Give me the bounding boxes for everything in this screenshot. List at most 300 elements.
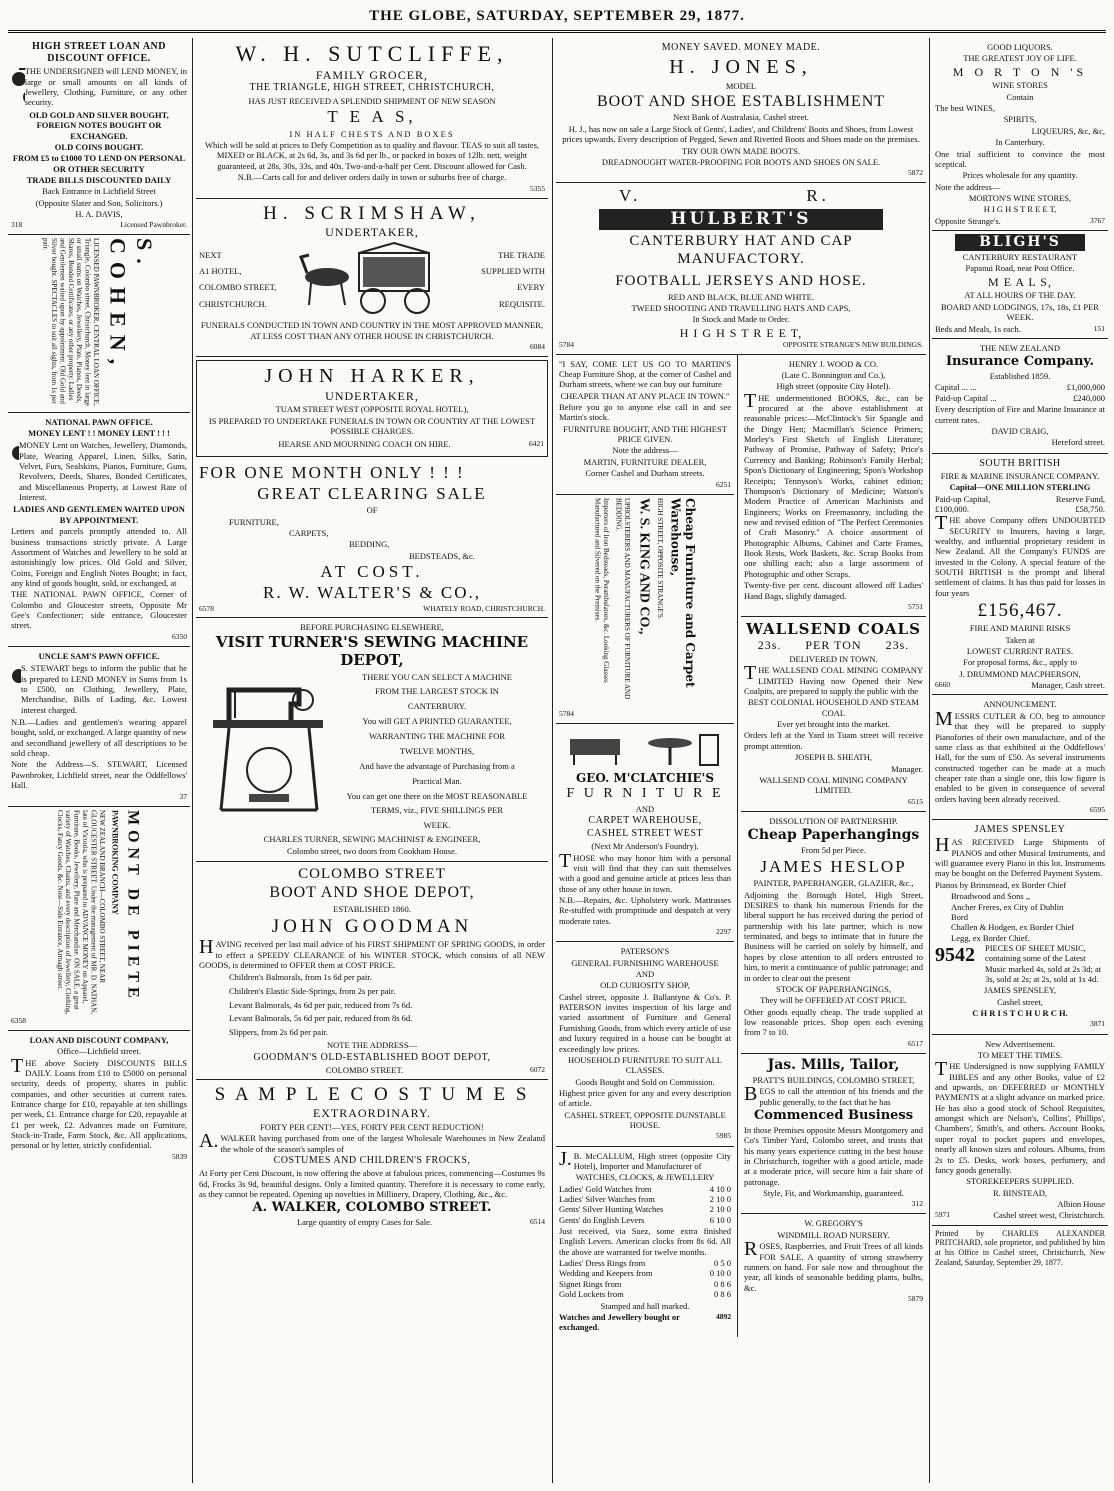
ad-line: OF [366,505,378,516]
ad-address: Albion House [1057,1199,1105,1209]
ad-subtitle: CANTERBURY RESTAURANT [962,252,1078,263]
ad-number: 3871 [1090,1019,1105,1029]
ad-line: Stamped and hall marked. [600,1300,690,1311]
ad-line: NOTE THE ADDRESS— [326,1040,418,1051]
ad-line: REQUISITE. [498,298,545,309]
ad-turner [196,618,548,862]
list-item: Legg, ex Border Chief. [951,932,1030,943]
ad-number: 5872 [908,168,923,178]
ad-address: CASHEL STREET WEST [586,828,704,840]
masthead-rule [8,30,1106,33]
ad-line: N.B.—Carts call for and deliver orders daily in town or suburbs free of charge. [237,172,507,183]
price-label: Paid-up Capital ... [935,392,997,403]
imprint: Printed by CHARLES ALEXANDER PRITCHARD, sole proprietor, and published by him at his Office in Cashel street, Christchurch, New Zealand, Saturday, September 29, 1877. [935,1228,1105,1267]
ad-number: 6251 [716,479,731,489]
ad-address: H I G H S T R E E T, [983,204,1057,215]
ad-line: NEXT [199,250,222,261]
price-value: £58,750. [1075,503,1105,514]
ad-body: Adjoining the Borough Hotel, High Street, DESIRES to thank his numerous Friends for the liberal support he has received during the period of partnership with his late partner, which is now terminated, and begs to intimate that in future the Business will be carried on solely by himself, and hopes by close attention to all orders entrusted to him, to merit a continuance of public patronage; and in order to clear out the present [744,889,923,983]
price-value: 6 10 0 [709,1214,731,1225]
price-value: 2 10 0 [709,1204,731,1215]
ad-address: H I G H S T R E E T, [679,325,803,340]
ad-line: Prices wholesale for any quantity. [962,170,1078,181]
list-item: Challen & Hodgen, ex Border Chief [951,922,1075,933]
ad-title: S A M P L E C O S T U M E S [214,1084,530,1106]
ad-body: Cashel street, opposite J. Ballantyne & Co's. P. PATERSON invites inspection of his large and varied assortment of Furniture and General Furnishing Goods, from which every article of use and luxury required in a house can be bought at exceedingly low prices. [559,991,731,1054]
ad-address: MORTON'S WINE STORES, [968,192,1072,203]
ad-address: Papanui Road, near Post Office. [965,263,1075,274]
ad-number: 318 [11,220,23,230]
ad-wallsend [741,617,926,812]
ad-line: BEDSTEADS, &c. [409,550,475,561]
price-value: 4 10 0 [709,1183,731,1194]
ad-line: Established 1859. [989,371,1051,382]
ad-line: They will be OFFERED AT COST PRICE. [760,995,907,1006]
ad-number: 6358 [11,1015,26,1025]
ad-line: Manager, Cash street. [1031,680,1105,691]
ad-subtitle: GENERAL FURNISHING WAREHOUSE [571,957,719,968]
ad-headline: FOOTBALL JERSEYS AND HOSE. [615,273,867,290]
ad-headline: T E A S, [327,107,417,126]
ad-address: C H R I S T C H U R C H. [972,1008,1068,1019]
masthead: THE GLOBE, SATURDAY, SEPTEMBER 29, 1877. [369,8,745,24]
ad-line: COLOMBO STREET, [199,282,277,293]
ad-number: 5839 [172,1151,187,1161]
ad-body: THE UNDERSIGNED will LEND MONEY, in large or small amounts on all kinds of Jewellery, Clothing, Furniture, or any other security. [24,66,187,108]
ad-line: THE GREATEST JOY OF LIFE. [963,53,1077,64]
ad-body: J.B. McCALLUM, High street (opposite City Hotel), Importer and Manufacturer of [559,1147,731,1171]
ad-body: S. STEWART begs to inform the public that he is prepared to LEND MONEY in Sums from 1s to £500, on Clothing, Jewellery, Plate, Merchandise, Bills of Lading, &c. Lowest interest charged. [21,663,187,715]
ad-line: V. R. [619,186,830,206]
ad-line: FIRE AND MARINE RISKS [969,623,1071,634]
ad-mills [741,1054,926,1215]
list-item: Broadwood and Sons ,, [951,891,1031,902]
ad-number: 5751 [908,601,923,611]
ad-headline: £156,467. [977,600,1063,622]
ad-number: 6660 [935,680,950,690]
ad-line: TRY OUR OWN MADE BOOTS. [682,145,800,156]
ad-line: TRADE BILLS DISCOUNTED DAILY [26,174,172,185]
price-label: Capital ... ... [935,382,977,393]
ad-wood [741,355,926,617]
ad-title: BLIGH'S [955,234,1085,251]
ad-title: S. COHEN, [105,237,157,372]
ad-body: THOSE who may honor him with a personal visit will find that they can suit themselves with a good and genuine article at prices less than those of any other house in town. [559,849,731,894]
ad-title: NATIONAL PAWN OFFICE. [45,416,153,427]
price-label: Signet Rings from [559,1278,622,1289]
ad-body: BEGS to call the attention of his friends and the public generally, to the fact that he has [744,1083,923,1107]
ad-line: Manager. [891,763,923,774]
ad-address: WHATELY ROAD, CHRISTCHURCH. [423,603,545,613]
ad-title: W. S. KING AND CO., [636,497,652,635]
ad-line: AND [635,803,655,814]
ad-line: OLD CURIOSITY SHOP, [600,980,690,991]
ad-walters [196,460,548,618]
ad-line: Beds and Meals, 1s each. [935,323,1021,334]
ad-line: GOOD LIQUORS. [987,42,1053,52]
ad-number: 5985 [716,1131,731,1141]
ad-line: CHRISTCHURCH. [199,298,267,309]
ad-signature: DAVID CRAIG, [991,425,1049,436]
ad-line: (Opposite Slater and Son, Solicitors.) [35,197,163,208]
ad-body: IS PREPARED TO UNDERTAKE FUNERALS IN TOWN OR COUNTRY AT THE LOWEST POSSIBLE CHARGES. [208,415,536,437]
ad-line: Contain [1006,91,1034,102]
ad-line: FROM THE LARGEST STOCK IN [375,686,499,697]
ad-signature: CHARLES TURNER, SEWING MACHINIST & ENGINEER, [263,834,481,845]
ad-headline: BOOT AND SHOE ESTABLISHMENT [596,92,886,110]
ad-sutcliffe [196,38,548,199]
ad-subtitle: FAMILY GROCER, [315,67,429,82]
ad-line: BOARD AND LODGINGS, 17s, 18s, £1 PER WEEK. [941,301,1099,323]
ad-number: 6515 [908,796,923,806]
ad-headline: 9542 [935,943,975,966]
ad-title: HULBERT'S [599,209,883,230]
ad-address: OPPOSITE STRANGE'S NEW BUILDINGS. [783,340,923,350]
list-item: Slippers, from 2s 6d per pair. [229,1026,328,1037]
price-value: £1,000,000 [1066,382,1105,393]
ad-line: AT ALL HOURS OF THE DAY. [964,290,1076,301]
ad-headline: FOR ONE MONTH ONLY ! ! ! [199,462,465,482]
ad-line: New Advertisement. [985,1038,1055,1049]
ad-line: BEDDING, [349,539,390,550]
pawnbroker-balls-icon [11,662,21,702]
ad-address: (Next Mr Anderson's Foundry). [591,841,699,852]
ad-headline: JAMES HESLOP [760,856,907,876]
ad-uncle-sam [8,647,190,807]
ad-mclatchie [556,724,734,942]
ad-number: 6084 [530,342,545,352]
ad-line: In Stock and Made to Order. [692,314,790,325]
ad-headline: Cheap Furniture and Carpet Warehouse, [668,497,697,688]
column-divider [929,38,930,1483]
ad-line: MODEL [725,80,757,91]
price-value: £100,000. [935,503,969,514]
furniture-illustration [560,729,730,769]
price-value: 0 5 0 [714,1258,731,1269]
ad-signature: MARTIN, FURNITURE DEALER, [583,456,707,467]
ad-number: 6517 [908,1038,923,1048]
ad-subtitle: WINE STORES [992,80,1048,91]
ad-line: Watches and Jewellery bought or exchanged. [559,1311,680,1333]
ad-line: BEST COLONIAL HOUSEHOLD AND STEAM COAL [748,697,919,718]
ad-line: WARRANTING THE MACHINE FOR [368,731,506,742]
list-item: Children's Elastic Side-Springs, from 2s per pair. [229,985,396,996]
ad-line: IN HALF CHESTS AND BOXES [289,128,455,139]
ad-line: From 5d per Piece. [801,845,866,856]
ad-number: 5784 [559,708,574,718]
ad-title: H. SCRIMSHAW, [263,202,481,224]
ad-title: Insurance Company. [945,354,1095,370]
ad-subtitle: FIRE & MARINE INSURANCE COMPANY. [940,470,1100,481]
column-divider [552,38,553,1483]
ad-line: PAINTER, PAPERHANGER, GLAZIER, &c., [753,878,914,889]
ad-line: LOWEST CURRENT RATES. [966,646,1074,656]
ad-address: Corner Cashel and Durham streets. [585,468,705,479]
ad-title: Jas. Mills, Tailor, [767,1056,900,1073]
price-label: Gold Lockets from [559,1289,624,1300]
ad-body: In those Premises opposite Messrs Montgomery and Co's Timber Yard, Colombo street, and trusts that his many years experience cutting in the best house in Christchurch, together with a good article, made at a moderate price, will secure him a fair share of patronage. [744,1124,923,1187]
ad-number: 6595 [1090,805,1105,815]
ad-morton [932,38,1108,231]
price-label: Gents' Silver Hunting Watches [559,1204,664,1215]
ad-signature: H. A. DAVIS, [75,209,123,220]
ad-number: 6350 [172,631,187,641]
ad-gregory [741,1214,926,1308]
ad-subtitle: Office—Lichfield street. [57,1046,141,1057]
ad-address: HIGH STREET, OPPOSITE STRANGE'S. [655,497,664,620]
price-label: Gents' do English Levers [559,1214,645,1225]
ad-line: THE TRADE [498,250,545,261]
ad-title: GEO. M'CLATCHIE'S [575,770,715,785]
ad-address: Next Bank of Australasia, Cashel street. [673,112,809,123]
pawnbroker-balls-icon [11,439,19,479]
ad-number: 151 [1093,323,1105,333]
pawnbroker-balls-icon [11,65,25,107]
ad-line: Taken at [1005,634,1035,645]
ad-number: 6421 [529,439,544,449]
price-value: £240,000 [1073,392,1105,403]
ad-line: BEFORE PURCHASING ELSEWHERE, [300,621,444,632]
ad-line: And have the advantage of Purchasing from a [359,760,515,771]
column-3-lower [556,355,926,1337]
ad-body: ROSES, Raspberries, and Fruit Trees of all kinds FOR SALE. A quantity of strong strawberry runners on hand. For sale now and throughout the year, all kinds of seasonable bedding plants, bulbs, &c. [744,1238,923,1293]
ad-line: CARPETS, [289,527,329,538]
ad-body: At Forty per Cent Discount, is now offering the above at fabulous prices, commencing—Costumes 9s 6d, Frocks 3s 9d, beautiful designs. Only a limited quantity. Therefore it is necessary to come early, as they cannot be repeated. Opening up novelties in Millinery, Drapery, Clothing, &c., &c. [199,1168,545,1200]
ad-line: HAS JUST RECEIVED A SPLENDID SHIPMENT OF NEW SEASON [248,95,496,106]
ad-address: PRATT'S BUILDINGS, COLOMBO STREET, [752,1074,915,1085]
ad-line: Large quantity of empty Cases for Sale. [296,1217,433,1228]
ad-line: TERMS, viz., FIVE SHILLINGS PER [371,805,503,816]
ad-line: CANTERBURY. [407,701,467,712]
ad-title: M O R T O N 'S [952,64,1088,79]
ad-line: You will GET A PRINTED GUARANTEE, [362,716,512,727]
ad-line: THERE YOU CAN SELECT A MACHINE [362,671,512,682]
ad-address: GOODMAN'S OLD-ESTABLISHED BOOT DEPOT, [253,1051,491,1063]
ad-headline: CANTERBURY HAT AND CAP [629,232,853,249]
ad-title: ANNOUNCEMENT. [983,699,1057,710]
price-label: Reserve Fund, [1055,493,1105,504]
ad-line: Note the address— [935,181,1001,192]
ad-line: A1 HOTEL, [199,266,242,277]
ad-bligh [932,231,1108,339]
ad-subtitle: THE NEW ZEALAND [979,342,1061,353]
ad-number: 5879 [908,1293,923,1303]
ad-martin [556,355,734,495]
ad-subtitle: CARPET WAREHOUSE, [588,814,702,826]
ad-line: AND [635,969,655,979]
ad-signature: R. BINSTEAD, [992,1187,1048,1198]
ad-address: THE TRIANGLE, HIGH STREET, CHRISTCHURCH, [249,82,495,94]
price-value: 0 10 0 [709,1268,731,1279]
ad-line: CHEAPER THAN AT ANY PLACE IN TOWN." [560,390,730,401]
column-1 [8,38,190,1483]
ad-line: SPIRITS, [1003,114,1037,125]
ad-title: COLOMBO STREET [298,865,446,882]
ad-body: N.B.—Repairs, &c. Upholstery work. Mattrasses Re-stuffed with promptitude and despatch at very moderate rates. [559,895,731,926]
ad-body: THE above Company offers UNDOUBTED SECURITY to Insurers, having a large, wealthy, and influential proprietary resident in New Zealand. All the Company's FUNDS are invested in the Colony. A special feature of the SOUTH BRITISH is the prompt and liberal settlement of claims. It has thus paid for losses in four years [935,512,1105,598]
ad-body: LICENSED PAWNBROKER, CENTRAL LOAN OFFICE, Triangle, Colombo street, Christchurch. Money lent in large or small sums on Watches, Jewellery, Plate, Pianos, Deeds, Shares, Bonded Certificates, or any other property. Ladies and Gentlemen waited upon by appointment. Old Gold and Silver bought. SPECTACLES to suit all sights, from 1s per pair. [41,237,100,406]
ad-title: BOOT AND SHOE DEPOT, [269,884,475,902]
ad-subtitle: UNDERTAKER, [325,224,419,239]
ad-line: Style, Fit, and Workmanship, guaranteed. [763,1187,904,1198]
ad-number: 6514 [529,1217,545,1227]
ad-number: 312 [911,1199,923,1209]
ad-heslop [741,812,926,1054]
ad-body: Every description of Fire and Marine Insurance at current rates. [935,404,1105,425]
ad-title: H. JONES, [669,56,813,79]
ad-line: FURNITURE BOUGHT, AND THE HIGHEST PRICE GIVEN. [563,423,727,445]
ad-headline: MANUFACTORY. [677,251,805,268]
ad-address: Cashel street west, Christchurch. [993,1210,1105,1221]
ad-line: UPHOLSTERERS AND MANUFACTURERS OF FURNITURE AND BEDDING. [614,497,631,699]
ad-title: VISIT TURNER'S SEWING MACHINE DEPOT, [215,633,529,670]
ad-announcement [932,695,1108,820]
ad-body: Just received, via Suez, some extra finished English Levers. American clocks from 8s 6d. All the above are warranted for twelve months. [559,1226,731,1257]
ad-line: EVERY [517,282,545,293]
ad-body: THE WALLSEND COAL MINING COMPANY LIMITED Having now Opened their New Coalpits, are prepared to supply the public with the [744,662,923,696]
ad-line: ESTABLISHED 1860. [333,903,411,914]
ad-body: Which will be sold at prices to Defy Competition as to quality and flavour. TEAS to suit all tastes, MIXED or BLACK, at 2s 6d, 3s, and 3s 6d per lb., or packed in boxes of 12lb. nett, weight guaranteed, at 28s, 30s, 33s, and 40s. Two-and-a-half per Cent. Discount allowed for Cash. [204,140,540,171]
ad-headline: 23s. PER TON 23s. [757,638,910,653]
ad-signature: J. DRUMMOND MACPHERSON, [959,668,1081,679]
ad-jones [556,38,926,183]
ad-body: MESSRS CUTLER & CO. beg to announce that they will be prepared to supply Pianofortes of their own manufacture, and of the same class as that exhibited at the Oddfellows' Hall, for the sum of £50. As several instruments constructed together can be made at a much cheaper rate than a single one, this low figure is enabled to be given in consequence of several orders having been already received. [935,707,1105,804]
ad-address: CASHEL STREET, OPPOSITE DUNSTABLE HOUSE. [564,1109,726,1131]
ad-number: 5355 [530,183,545,193]
ad-number: 5784 [559,340,574,350]
ad-number: 6578 [199,603,214,613]
ad-address: Note the Address—S. STEWART, Licensed Pawnbroker, Lichfield street, near the Oddfellows' Hall. [11,759,187,791]
ad-address: TUAM STREET WEST (OPPOSITE ROYAL HOTEL), [275,404,469,415]
ad-body: One trial sufficient to convince the most sceptical. [935,148,1105,169]
ad-line: The best WINES, [935,103,996,114]
ad-headline: M E A L S, [988,274,1052,289]
ad-line: OLD GOLD AND SILVER BOUGHT, FOREIGN NOTES BOUGHT OR EXCHANGED. [29,109,169,141]
ad-address: COLOMBO STREET. [325,1064,404,1075]
price-value: 0 8 6 [714,1278,731,1289]
ad-line: MONEY SAVED. MONEY MADE. [661,42,821,53]
price-label: Ladies' Silver Watches from [559,1193,655,1204]
ad-number: 3767 [1090,215,1105,225]
ad-address: THE NATIONAL PAWN OFFICE, Corner of Colombo and Gloucester streets, Opposite Mr Gee's Confectioner; side entrance, Gloucester street. [11,589,187,631]
list-item: Levant Balmorals, 4s 6d per pair, reduced from 7s 6d. [229,999,413,1010]
ad-address: Hereford street. [1051,437,1105,448]
ad-title: W. H. SUTCLIFFE, [235,41,509,66]
ad-line: DREADNOUGHT WATER-PROOFING FOR BOOTS AND SHOES ON SALE. [601,156,881,167]
ad-line: HOUSEHOLD FURNITURE TO SUIT ALL CLASSES. [568,1054,722,1076]
ad-body: Orders left at the Yard in Tuam street will receive prompt attention. [744,730,923,751]
ad-binstead [932,1035,1108,1226]
ad-line: Pianos by Brinsmead, ex Border Chief [935,879,1067,890]
list-item: Children's Balmorals, from 1s 6d per pair. [229,972,372,983]
ad-harker [196,360,548,456]
list-item: Ancher Freres, ex City of Dublin [951,901,1064,912]
ad-title: JOHN HARKER, [264,365,480,388]
ad-line: (Late C. Bonnington and Co.), [781,369,886,380]
ad-hulbert [556,183,926,354]
ad-paterson [556,942,734,1146]
ad-title: UNCLE SAM'S PAWN OFFICE. [38,650,160,661]
ad-line: FORTY PER CENT!—YES, FORTY PER CENT REDUCTION! [260,1122,484,1133]
ad-line: TWEED SHOOTING AND TRAVELLING HATS AND CAPS, [631,303,851,314]
ad-line: Licensed Pawnbroker. [120,220,187,230]
ad-headline: AT COST. [320,562,424,582]
price-value: 0 8 6 [714,1289,731,1300]
ad-line: In Canterbury. [995,137,1045,148]
ad-address: Cashel street, [997,996,1043,1007]
ad-body: FUNERALS CONDUCTED IN TOWN AND COUNTRY IN THE MOST APPROVED MANNER, AT LESS COST THAN ANY OTHER HOUSE IN CHRISTCHURCH. [200,320,544,341]
ad-national-pawn [8,413,190,647]
ad-signature: JOSEPH B. SHEATH, [795,752,872,763]
ad-address: High street (opposite City Hotel). [776,381,891,392]
ad-loan-discount [8,1031,190,1166]
ad-number: 4892 [716,1311,731,1321]
ad-title: HENRY J. WOOD & CO. [788,358,879,369]
ad-line: FROM £5 to £1000 TO LEND ON PERSONAL OR OTHER SECURITY [12,153,186,174]
ad-headline: JOHN GOODMAN [271,916,473,938]
ad-title: W. GREGORY'S [804,1218,863,1229]
ad-line: RED AND BLACK, BLUE AND WHITE. [668,291,814,302]
ad-highstreet-loan [8,38,190,235]
ad-number: 5971 [935,1210,950,1220]
ad-subtitle: MONEY LENT ! ! MONEY LENT ! ! ! [28,427,170,438]
ad-line: FURNITURE, [229,516,279,527]
ad-mont-de-piete [8,807,190,1031]
ad-spensley [932,820,1108,1034]
ad-title: Cheap Paperhangings [747,827,920,844]
sewing-machine-illustration [199,670,329,820]
ad-subtitle: WINDMILL ROAD NURSERY. [777,1229,890,1240]
ad-king [556,495,734,724]
ad-mccallum [556,1147,734,1337]
ad-line: For proposal forms, &c., apply to [963,657,1077,668]
ad-title: R. W. WALTER'S & CO., [263,582,481,602]
ad-body: "I SAY, COME LET US GO TO MARTIN'S Cheap Furniture Shop, at the corner of Cashel and Durham streets, where we can buy our furniture [559,358,731,390]
ad-line: Back Entrance in Lichfield Street [42,186,156,197]
ad-body: THE Undersigned is now supplying FAMILY BIBLES and any other Books, value of £2 and upwards, on DEFERRED or MONTHLY PAYMENTS at a slight advance on marked price. He has also a good stock of School Requisites, amongst which are Nelson's, Collins', Phillips', Chambers', Smith's, and others. Account Books, super royal to pocket papers and envelopes, nearly all known sizes and colours. Albums, from 2s to £5. Desks, work boxes, perfumery, and fancy goods generally. [935,1058,1105,1175]
ad-number: 37 [179,791,187,801]
ad-line: Opposite Strange's. [935,215,1001,226]
ad-headline: Capital—ONE MILLION STERLING [949,482,1091,493]
ad-body: MONEY Lent on Watches, Jewellery, Diamonds, Plate, Wearing Apparel, Linen, Silks, Satin, Velvet, Furs, Sealskins, Pianos, Furniture, Guns, Revolvers, Deeds, Shares, Bonded Certificates, and Miscellaneous Property, at Lowest Rate of Interest. [19,440,187,503]
ad-subtitle: UNDERTAKER, [325,388,419,403]
ad-subtitle: EXTRAORDINARY. [312,1106,432,1121]
ad-body: Letters and parcels promptly attended to. All business transactions strictly private. A Large Assortment of Watches and Jewellery to be sold at astonishingly low prices. Old Gold and Silver, Coins, Foreign and English Notes Bought; in fact, any kind of goods bought, sold, or exchanged, at [11,526,187,588]
ad-line: Ever yet brought into the market. [777,719,890,730]
ad-title: SOUTH BRITISH [979,457,1061,469]
ad-body: Highest price given for any and every description of article. [559,1087,731,1109]
ad-line: LADIES AND GENTLEMEN WAITED UPON BY APPOINTMENT. [13,504,185,525]
ad-signature: JAMES SPENSLEY, [983,985,1057,996]
ad-title: PATERSON'S [620,946,670,957]
ad-line: DISSOLUTION OF PARTNERSHIP. [769,815,898,826]
ad-nz-insurance [932,339,1108,454]
ad-line: OLD COINS BOUGHT. [54,141,144,152]
ad-line: You can get one there on the MOST REASONABLE [346,790,528,801]
ad-line: Goods Bought and Sold on Commission. [575,1076,715,1087]
price-label: Ladies' Gold Watches from [559,1183,652,1194]
price-label: Ladies' Dress Rings from [559,1258,646,1269]
ad-body: H. J., has now on sale a Large Stock of Gents', Ladies', and Childrens' Boots and Shoes, from Lowest prices upwards. Every description of Pegged, Sewn and Rivetted Boots and Shoes made on the premises. [562,123,920,145]
hearse-illustration [297,239,447,319]
ad-headline: WATCHES, CLOCKS, & JEWELLERY [575,1172,715,1183]
ad-body: HAS RECEIVED Large Shipments of PIANOS and other Musical Instruments, and will guarantee every Piano in this lot. Instruments may be bought on the Deferred Payment System. [935,834,1105,879]
ad-line: WEEK. [423,820,451,831]
ad-body: PIECES OF SHEET MUSIC, containing some of the Latest Music marked 4s, sold at 2s 3d; at 3s, sold at 2s; at 2s, sold at 1s 4d. [985,942,1102,985]
ad-title: HIGH STREET LOAN AND DISCOUNT OFFICE. [31,41,166,65]
ad-title: JAMES SPENSLEY [974,824,1066,836]
ad-title: WALLSEND COALS [746,620,921,638]
